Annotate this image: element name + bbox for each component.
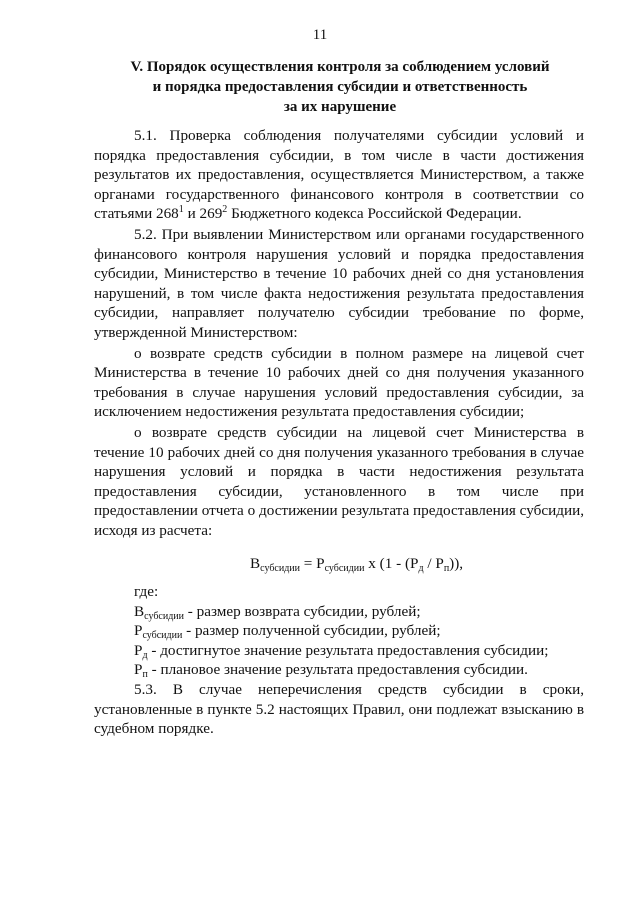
- definition-item: [94, 660, 584, 680]
- p51-text-c: Бюджетного кодекса Российской Федерации.: [227, 205, 522, 223]
- def-symbol-sub: субсидии: [142, 630, 183, 642]
- def-text: - размер возврата субсидии, рублей;: [183, 602, 421, 620]
- definition-item: [94, 621, 584, 641]
- heading-line-3: за их нарушение: [283, 99, 397, 115]
- formula-slash: / Р: [423, 555, 444, 573]
- def-symbol: Р: [134, 661, 143, 679]
- formula-pp-sub: п: [443, 563, 450, 575]
- paragraph-5-3: 5.3. В случае неперечисления средств субсидии в сроки, установленные в пункте 5.2 настоящих Правил, они подлежат взысканию в судебном порядке.: [94, 681, 584, 738]
- where-label: где:: [134, 583, 159, 601]
- bullet-partial-refund: о возврате средств субсидии на лицевой счет Министерства в течение 10 рабочих дней со дня получения указанного требования в случае нарушения условий и порядка в части недостижения результата предоставления субсидии, установленного в том числе при предоставлении отчета о достижении результата предоставления субсидии, исходя из расчета:: [94, 423, 584, 539]
- refund-formula: [94, 554, 584, 574]
- formula-p-sub: субсидии: [324, 563, 365, 575]
- page-number: 11: [312, 27, 328, 43]
- heading-line-1: V. Порядок осуществления контроля за соблюдением условий: [130, 59, 550, 75]
- formula-rest-2: )),: [449, 555, 464, 573]
- document-body: [94, 126, 584, 739]
- formula-eq: =: [299, 555, 317, 573]
- formula-p: Р: [316, 555, 325, 573]
- p51-sup-2: 2: [222, 204, 228, 216]
- formula-rest-1: х (1 - (Р: [364, 555, 419, 573]
- def-text: - достигнутое значение результата предоставления субсидии;: [147, 641, 549, 659]
- p51-sup-1: 1: [178, 204, 184, 216]
- def-symbol: Р: [134, 622, 143, 640]
- def-symbol: Р: [134, 641, 143, 659]
- def-symbol-sub: п: [142, 669, 148, 681]
- definition-item: [94, 641, 584, 661]
- p51-text-a: 5.1. Проверка соблюдения получателями субсидии условий и порядка предоставления субсидии, в том числе в части достижения результатов их предоставления, осуществляется Министерством, а также органами государственного финансового контроля в соответствии со статьями 268: [94, 127, 584, 223]
- paragraph-5-2: 5.2. При выявлении Министерством или органами государственного финансового контроля нарушения условий и порядка предоставления субсидии, Министерство в течение 10 рабочих дней со дня установления нарушений, в том числе факта недостижения результата предоставления субсидии, направляет получателю субсидии требование по форме, утвержденной Министерством:: [94, 225, 584, 341]
- def-text: - размер полученной субсидии, рублей;: [182, 622, 441, 640]
- paragraph-5-1: [94, 126, 584, 224]
- definition-item: [94, 602, 584, 622]
- formula-pd-sub: д: [418, 563, 424, 575]
- p51-text-b: и 269: [183, 205, 223, 223]
- def-symbol: В: [134, 602, 145, 620]
- heading-line-2: и порядка предоставления субсидии и ответственность: [152, 79, 528, 95]
- def-text: - плановое значение результата предоставления субсидии.: [147, 661, 528, 679]
- def-symbol-sub: д: [142, 649, 148, 661]
- formula-b-sub: субсидии: [260, 563, 300, 575]
- formula-b: В: [250, 555, 261, 573]
- def-symbol-sub: субсидии: [144, 610, 184, 622]
- section-heading: [92, 57, 588, 117]
- bullet-full-refund: о возврате средств субсидии в полном размере на лицевой счет Министерства в течение 10 рабочих дней со дня получения указанного требования в случае нарушения условий предоставления субсидии, за исключением недостижения результата предоставления субсидии;: [94, 344, 584, 421]
